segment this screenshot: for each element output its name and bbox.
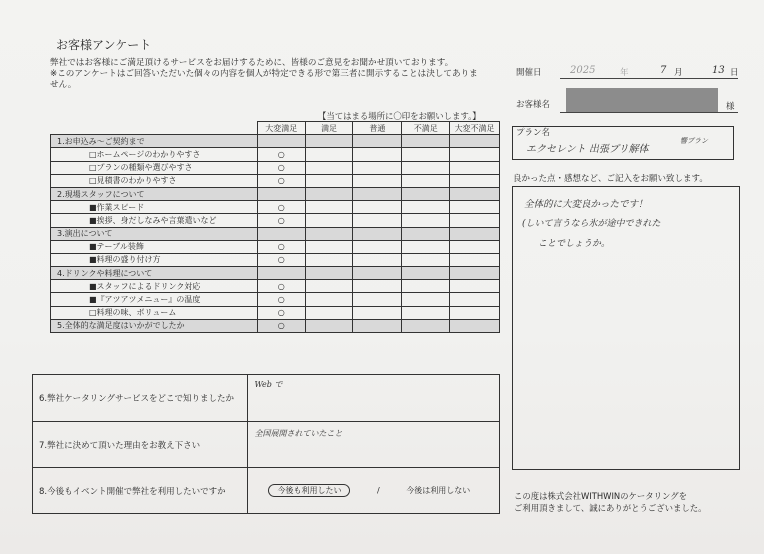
rating-cell[interactable] [402,161,450,174]
feedback-line: (しいて言うなら氷が途中できれた [522,219,661,229]
rating-table [50,121,500,333]
rating-cell[interactable] [450,201,500,214]
q8-answer-cell [248,468,500,514]
rating-cell[interactable] [450,293,500,306]
intro-text [50,58,500,91]
feedback-line: ことでしょうか。 [538,239,611,249]
rating-body [51,135,500,333]
rating-cell[interactable] [305,319,353,332]
rating-cell[interactable] [257,174,305,187]
rating-cell[interactable] [305,240,353,253]
question-row [33,422,500,468]
rating-cell[interactable] [402,201,450,214]
rating-cell[interactable] [305,227,353,240]
selected-mark: ○ [277,321,285,331]
rating-cell[interactable] [257,227,305,240]
item-row [51,214,500,227]
rating-cell[interactable] [257,135,305,148]
rating-cell[interactable] [305,253,353,266]
rating-cell[interactable] [450,227,500,240]
rating-cell[interactable] [257,214,305,227]
rating-cell[interactable] [257,161,305,174]
column-header: 大変満足 [257,122,305,135]
selected-mark: ○ [277,281,285,291]
rating-cell[interactable] [353,187,402,200]
date-label: 開催日 [516,68,542,78]
rating-cell[interactable] [353,135,402,148]
footer-line: この度は株式会社WITHWINのケータリングを [514,491,688,501]
selected-mark: ○ [277,308,285,318]
rating-cell[interactable] [450,267,500,280]
rating-cell[interactable] [257,280,305,293]
item-label: ■挨拶、身だしなみや言葉遣いなど [51,214,258,227]
selected-mark: ○ [277,295,285,305]
rating-cell[interactable] [402,174,450,187]
section-row [51,319,500,332]
q6-label: 6.弊社ケータリングサービスをどこで知りましたか [33,375,248,422]
rating-cell[interactable] [450,214,500,227]
section-row [51,267,500,280]
plan-value[interactable]: エクセレント 出張ブリ解体 [526,144,649,155]
rating-cell[interactable] [353,267,402,280]
date-month-unit: 月 [674,68,683,78]
open-questions-table [32,374,500,514]
plan-value-tail[interactable]: 響プラン [680,137,708,145]
plan-label: プラン名 [516,128,551,138]
section-label: 3.演出について [51,227,258,240]
item-row [51,174,500,187]
rating-cell[interactable] [450,319,500,332]
rating-cell[interactable] [353,161,402,174]
rating-cell[interactable] [353,240,402,253]
q8-separator: / [377,486,380,495]
rating-cell[interactable] [402,240,450,253]
column-header: 普通 [353,122,402,135]
rating-cell[interactable] [450,240,500,253]
footer-line: ご利用頂きまして、誠にありがとうございました。 [514,503,707,513]
q8-label: 8.今後もイベント開催で弊社を利用したいですか [33,468,248,514]
intro-line: 弊社ではお客様にご満足頂けるサービスをお届けするために、皆様のご意見をお聞かせ頂いております。 [50,58,454,68]
date-year-unit: 年 [620,68,629,78]
rating-cell[interactable] [450,306,500,319]
rating-cell[interactable] [450,253,500,266]
item-row [51,293,500,306]
q6-answer[interactable]: Web で [254,380,283,389]
section-label: 1.お申込み～ご契約まで [51,135,258,148]
rating-cell[interactable] [305,214,353,227]
date-month[interactable]: 7 [660,65,667,76]
q7-label: 7.弊社に決めて頂いた理由をお教え下さい [33,422,248,468]
selected-mark: ○ [277,202,285,212]
item-row [51,306,500,319]
header-spacer [51,122,258,135]
section-row [51,135,500,148]
rating-cell[interactable] [305,280,353,293]
column-header: 不満足 [402,122,450,135]
rating-cell[interactable] [305,174,353,187]
rating-cell[interactable] [353,227,402,240]
rating-cell[interactable] [305,161,353,174]
item-row [51,161,500,174]
rating-cell[interactable] [402,280,450,293]
rating-cell[interactable] [402,187,450,200]
q7-answer[interactable]: 全国展開されていたこと [254,429,343,438]
rating-cell[interactable] [450,187,500,200]
item-row [51,148,500,161]
rating-cell[interactable] [450,148,500,161]
rating-cell[interactable] [353,306,402,319]
selected-mark: ○ [277,176,285,186]
q7-answer-cell [248,422,500,468]
item-label: □料理の味、ボリューム [51,306,258,319]
column-header: 満足 [305,122,353,135]
date-day-unit: 日 [730,68,739,78]
rating-cell[interactable] [450,280,500,293]
rating-cell[interactable] [305,267,353,280]
rating-cell[interactable] [257,293,305,306]
date-day[interactable]: 13 [712,65,725,76]
rating-cell[interactable] [353,253,402,266]
rating-cell[interactable] [450,161,500,174]
rating-cell[interactable] [257,319,305,332]
rating-cell[interactable] [402,253,450,266]
question-row [33,468,500,514]
section-label: 2.現場スタッフについて [51,187,258,200]
rating-cell[interactable] [305,135,353,148]
rating-cell[interactable] [305,187,353,200]
item-label: ■テーブル装飾 [51,240,258,253]
date-underline [560,78,738,79]
rating-cell[interactable] [305,293,353,306]
rating-cell[interactable] [450,174,500,187]
rating-cell[interactable] [402,227,450,240]
rating-cell[interactable] [353,319,402,332]
selected-mark: ○ [277,255,285,265]
item-label: □見積書のわかりやすさ [51,174,258,187]
rating-cell[interactable] [257,306,305,319]
q6-answer-cell [248,375,500,422]
rating-cell[interactable] [257,253,305,266]
customer-underline [560,112,738,113]
item-label: □ホームページのわかりやすさ [51,148,258,161]
page-title: お客様アンケート [56,38,152,52]
rating-cell[interactable] [402,214,450,227]
customer-label: お客様名 [516,100,551,110]
item-row [51,240,500,253]
customer-suffix: 様 [726,102,735,112]
q8-option-no[interactable]: 今後は利用しない [406,486,471,495]
rating-cell[interactable] [402,135,450,148]
rating-cell[interactable] [402,267,450,280]
section-label: 5.全体的な満足度はいかがでしたか [51,319,258,332]
footer-message [514,490,706,514]
section-label: 4.ドリンクや料理について [51,267,258,280]
item-label: ■作業スピード [51,201,258,214]
rating-cell[interactable] [257,240,305,253]
item-row [51,253,500,266]
item-row [51,280,500,293]
item-label: ■料理の盛り付け方 [51,253,258,266]
rating-cell[interactable] [257,267,305,280]
item-label: ■スタッフによるドリンク対応 [51,280,258,293]
rating-cell[interactable] [353,280,402,293]
rating-cell[interactable] [305,201,353,214]
rating-cell[interactable] [450,135,500,148]
feedback-label: 良かった点・感想など、ご記入をお願い致します。 [513,174,708,184]
column-header: 大変不満足 [450,122,500,135]
rating-cell[interactable] [353,201,402,214]
date-year[interactable]: 2025 [570,65,596,76]
question-row [33,375,500,422]
selected-mark: ○ [277,149,285,159]
rating-cell[interactable] [257,148,305,161]
rating-header-row [51,122,500,135]
customer-name-redacted [566,88,718,112]
section-row [51,227,500,240]
rating-cell[interactable] [353,148,402,161]
rating-cell[interactable] [305,306,353,319]
feedback-line: 全体的に大変良かったです！ [524,199,648,210]
rating-cell[interactable] [353,214,402,227]
item-label: ■『アツアツメニュー』の温度 [51,293,258,306]
instruction-note: 【当てはまる場所に〇印をお願いします。】 [318,111,481,121]
rating-cell[interactable] [402,293,450,306]
q8-option-yes[interactable]: 今後も利用したい [268,484,350,497]
rating-cell[interactable] [257,187,305,200]
intro-line: ※このアンケートはご回答いただいた個々の内容を個人が特定できる形で第三者に開示することは決してありま [50,69,478,79]
selected-mark: ○ [277,242,285,252]
rating-cell[interactable] [353,293,402,306]
selected-mark: ○ [277,215,285,225]
item-row [51,201,500,214]
rating-cell[interactable] [402,306,450,319]
rating-cell[interactable] [402,148,450,161]
rating-cell[interactable] [402,319,450,332]
rating-cell[interactable] [257,201,305,214]
item-label: □プランの種類や選びやすさ [51,161,258,174]
intro-line: せん。 [50,80,77,90]
selected-mark: ○ [277,163,285,173]
rating-cell[interactable] [353,174,402,187]
section-row [51,187,500,200]
rating-cell[interactable] [305,148,353,161]
